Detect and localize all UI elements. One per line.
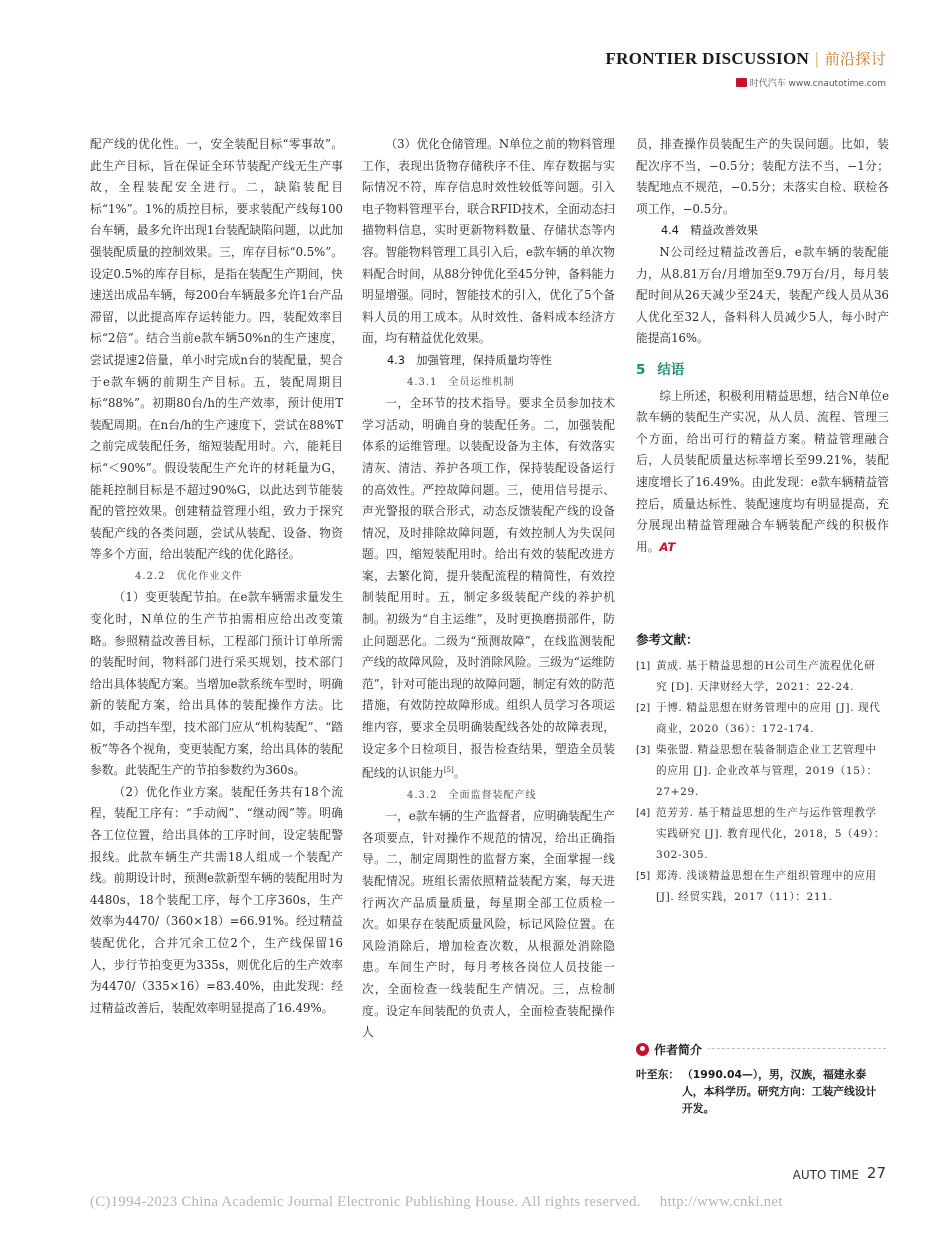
reference-index: [3] <box>636 745 651 756</box>
journal-website: 时代汽车 www.cnautotime.com <box>749 79 886 89</box>
references-list <box>636 656 886 908</box>
paragraph: 一，e款车辆的生产监督者，应明确装配生产各项要点，针对操作不规范的情况，给出正确指导。二，制定周期性的监督方案，全面掌握一线装配情况。班组长需依照精益装配方案，每天进行两次产品质量质量，每星期全部工位质检一次。如果存在装配质量风险，标记风险位置。在风险消除后，增加检查次数，从根源处消除隐患。车间生产时，每月考核各岗位人员技能一次，全面检查一线装配生产情况。三，点检制度。设定车间装配的负责人，全面检查装配操作人 <box>362 809 615 1040</box>
article-end-mark: AT <box>659 539 676 554</box>
journal-section-cn: 前沿探讨 <box>824 50 886 68</box>
section-heading-4-2-2: 4.2.2 优化作业文件 <box>135 570 243 582</box>
reference-text: 黄成. 基于精益思想的H公司生产流程优化研究 [D]. 天津财经大学，2021：22-24. <box>656 660 876 693</box>
paragraph-text: 综上所述，积极利用精益思想，结合N单位e款车辆的装配生产实况，从人员、流程、管理三个方面，给出可行的精益方案。精益管理融合后，人员装配质量达标率增长至99.21%，装配速度增长了16.49%。由此发现：e款车辆精益管控后，质量达标性、装配速度均有明显提高，充分展现出精益管理融合车辆装配产线的积极作用。 <box>636 388 889 554</box>
author-name: 叶至东： <box>636 1068 680 1081</box>
reference-index: [4] <box>636 808 651 819</box>
reference-text: 郑涛. 浅谈精益思想在生产组织管理中的应用 [J]. 经贸实践，2017（11）：211. <box>656 870 877 903</box>
paragraph: （3）优化仓储管理。N单位之前的物料管理工作，表现出货物存储秩序不佳、库存数据与实际情况不符，库存信息时效性较低等问题。引入电子物料管理平台，联合RFID技术，全面动态扫描物料信息，实时更新物料数量、存储状态等内容。智能物料管理工具引入后，e款车辆的单次物料配合时间，从88分钟优化至45分钟，备料能力明显增强。同时，智能技术的引入，优化了5个备料人员的用工成本。从时效性、备料成本经济方面，均有精益优化效果。 <box>362 137 615 346</box>
journal-header <box>605 48 886 69</box>
author-heading-text: 作者简介 <box>654 1043 703 1057</box>
author-description: （1990.04—），男，汉族，福建永泰人，本科学历。研究方向：工装产线设计开发。 <box>682 1068 877 1115</box>
footer-journal-name: AUTO TIME <box>792 1168 859 1182</box>
reference-item <box>636 698 886 740</box>
reference-index: [1] <box>636 661 651 672</box>
reference-item <box>636 656 886 698</box>
page-number: 27 <box>866 1164 886 1182</box>
reference-item <box>636 740 886 803</box>
paragraph: 员，排查操作员装配生产的失误问题。比如，装配次序不当，−0.5分；装配方法不当，−1分；装配地点不规范，−0.5分；未落实自检、联检各项工作，−0.5分。 <box>636 137 889 216</box>
section-heading-4-3: 4.3 加强管理，保持质量均等性 <box>387 353 552 367</box>
section-title: 结语 <box>657 361 685 378</box>
copyright-watermark: (C)1994-2023 China Academic Journal Electronic Publishing House. All rights reserved. http://www.cnki.net <box>90 1194 783 1210</box>
citation-link[interactable]: [5] <box>443 766 454 775</box>
journal-subheader <box>736 76 886 89</box>
reference-text: 范芳芳. 基于精益思想的生产与运作管理教学实践研究 [J]. 教育现代化，2018，5（49）：302-305. <box>656 807 886 861</box>
reference-index: [2] <box>636 703 651 714</box>
section-heading-4-3-1: 4.3.1 全员运维机制 <box>407 376 515 388</box>
header-separator: | <box>815 49 819 68</box>
paragraph: N公司经过精益改善后，e款车辆的装配能力，从8.81万台/月增加至9.79万台/月，每月装配时间从26天减少至24天，装配产线人员从36人优化至32人，备料科人员减少5人，每小时产能提高16%。 <box>636 244 889 346</box>
reference-item <box>636 866 886 908</box>
text-column-3 <box>636 134 889 558</box>
author-heading <box>636 1041 708 1058</box>
paragraph-end: 。 <box>453 766 466 781</box>
author-info <box>636 1066 886 1117</box>
text-column-1 <box>90 134 343 1019</box>
section-heading-4-4: 4.4 精益改善效果 <box>661 224 759 238</box>
reference-text: 柴张盟. 精益思想在装备制造企业工艺管理中的应用 [J]. 企业改革与管理，2019（15）：27+29. <box>656 744 878 798</box>
reference-item <box>636 803 886 866</box>
paragraph: （2）优化作业方案。装配任务共有18个流程，装配工序有：“手动阀”、“继动阀”等。明确各工位位置，给出具体的工序时间，设定装配警报线。此款车辆生产共需18人组成一个装配产线。前期设计时，预测e款新型车辆的装配用时为4480s，18个装配工序，每个工序360s，生产效率为4470/（360×18）=66.91%。经过精益装配优化，合并冗余工位2个，生产线保留16人，步行节拍变更为335s，则优化后的生产效率为4470/（335×16）=83.40%，由此发现：经过精益改善后，装配效率明显提高了16.49%。 <box>90 784 343 1015</box>
references-heading: 参考文献： <box>636 632 699 647</box>
reference-index: [5] <box>636 871 651 882</box>
journal-logo-icon <box>736 78 747 87</box>
text-column-2 <box>362 134 615 1044</box>
section-heading-conclusion <box>636 360 889 382</box>
paragraph: （1）变更装配节拍。在e款车辆需求量发生变化时，N单位的生产节拍需相应给出改变策略。参照精益改善目标，工程部门预计订单所需的装配时间，物料部门进行采买规划，技术部门给出具体装配方案。当增加e款系统车型时，明确新的装配方案，给出具体的装配操作方法。比如，手动挡车型，技术部门应从“机构装配”、“踏板”等各个视角，变更装配方案，给出具体的装配参数。此装配生产的节拍参数约为360s。 <box>90 590 343 778</box>
paragraph <box>636 386 889 559</box>
journal-title-en: FRONTIER DISCUSSION <box>605 49 810 68</box>
section-number: 5 <box>636 361 646 378</box>
paragraph: 配产线的优化性。一，安全装配目标“零事故”。此生产目标，旨在保证全环节装配产线无生产事故，全程装配安全进行。二，缺陷装配目标“1%”。1%的质控目标，要求装配产线每100台车辆，最多允许出现1台装配缺陷问题，以此加强装配质量的控制效果。三，库存目标“0.5%”。设定0.5%的库存目标，是指在装配生产期间，快速送出成品车辆，每200台车辆最多允许1台产品滞留，以此提高库存运转能力。四，装配效率目标“2倍”。结合当前e款车辆50%n的生产速度，尝试提速2倍量，单小时完成n台的装配量，契合于e款车辆的前期生产目标。五，装配周期目标“88%”。初期80台/h的生产效率，预计使用T装配周期。在n台/h的生产速度下，尝试在88%T之前完成装配任务，缩短装配用时。六，能耗目标“＜90%”。假设装配生产允许的材耗量为G，能耗控制目标是不超过90%G，以此达到节能装配的管控效果。创建精益管理小组，致力于探究装配产线的各类问题，尝试从装配、设备、物资等多个方面，给出装配产线的优化路径。 <box>90 137 343 562</box>
reference-text: 于博. 精益思想在财务管理中的应用 [J]. 现代商业，2020（36）：172-174. <box>656 702 881 735</box>
section-heading-4-3-2: 4.3.2 全面监督装配产线 <box>407 789 537 801</box>
paragraph-text: 一，全环节的技术指导。要求全员参加技术学习活动，明确自身的装配任务。二，加强装配体系的运维管理。以装配设备为主体，有效落实清灰、清洁、养护各项工作，保持装配设备运行的高效性。严控故障问题。三，使用信号提示、声光警报的联合形式，动态反馈装配产线的设备情况，及时排除故障问题，有效控制人为失误问题。四，缩短装配用时。给出有效的装配改进方案，去繁化简，提升装配流程的精简性，有效控制装配用时。五，制定多级装配产线的养护机制。初级为“自主运维”，及时更换磨损部件，防止问题恶化。二级为“预测故障”，在线监测装配产线的故障风险，及时消除风险。三级为“运维防范”，针对可能出现的故障问题，制定有效的防范措施，有效防控故障形成。组织人员学习各项运维内容，要求全员明确装配线各处的故障表现，设定多个日检项目，报告检查结果，塑造全员装配线的认识能力 <box>362 396 615 781</box>
author-bullet-icon <box>636 1043 649 1056</box>
paragraph <box>362 393 615 785</box>
